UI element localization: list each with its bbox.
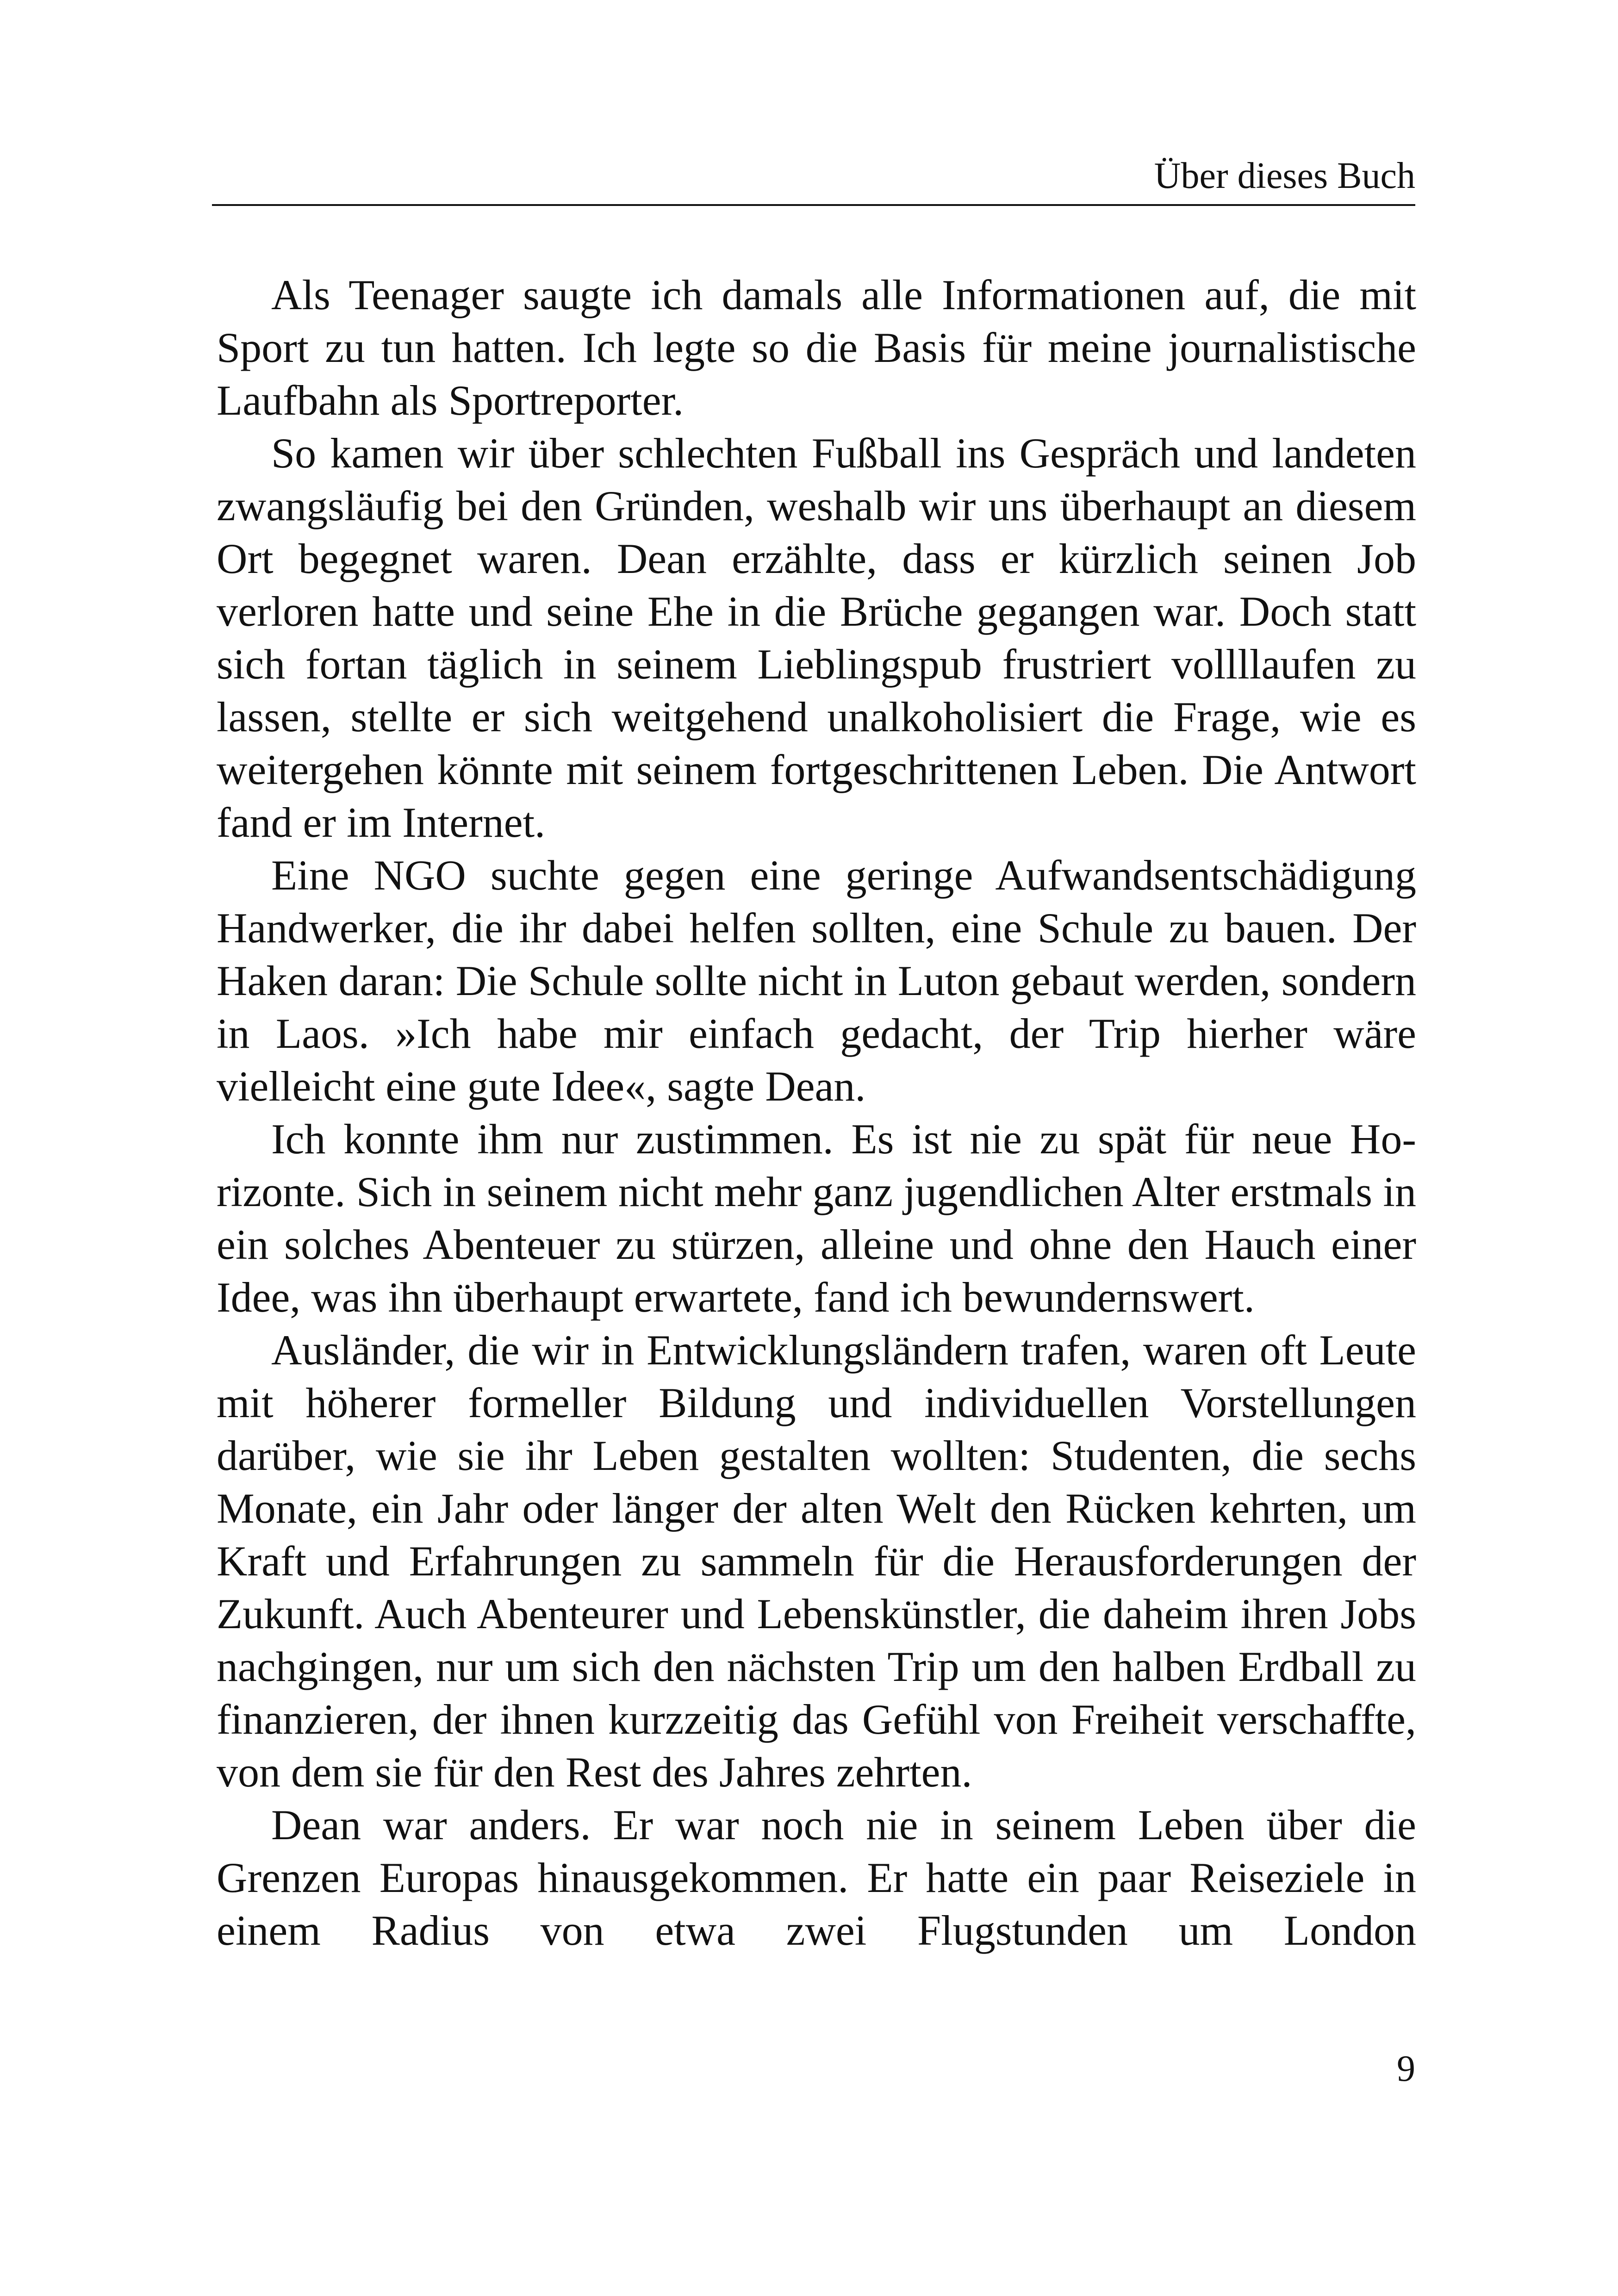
paragraph-1: Als Teenager saugte ich damals alle Informationen auf, die mit Sport zu tun hatten. Ich legte so die Basis für meine journalistische Laufbahn als Sportreporter. <box>217 271 1416 424</box>
paragraph-2: So kamen wir über schlechten Fußball ins Gespräch und landeten zwangsläufig bei den Gründen, weshalb wir uns überhaupt an diesem Ort begegnet waren. Dean erzählte, dass er kürzlich seinen Job verloren hatte und seine Ehe in die Brüche gegangen war. Doch statt sich fortan täglich in seinem Lieblingspub frustriert vollllaufen zu lassen, stellte er sich weitgehend unalkoholisiert die Frage, wie es weitergehen könnte mit seinem fortgeschrittenen Leben. Die Antwort fand er im Internet. <box>217 429 1416 846</box>
page-number: 9 <box>1397 2048 1415 2089</box>
paragraph-4: Ich konnte ihm nur zustimmen. Es ist nie zu spät für neue Horizonte. Sich in seinem nicht mehr ganz jugendlichen Alter erstmals in ein solches Abenteuer zu stürzen, alleine und ohne den Hauch einer Idee, was ihn überhaupt erwartete, fand ich bewundernswert. <box>217 1115 1416 1321</box>
header-rule <box>212 204 1415 206</box>
paragraph-5: Ausländer, die wir in Entwicklungsländern trafen, waren oft Leute mit höherer formeller Bildung und individuellen Vorstellungen darüber, wie sie ihr Leben gestalten wollten: Studenten, die sechs Monate, ein Jahr oder länger der alten Welt den Rücken kehrten, um Kraft und Erfahrungen zu sammeln für die Herausforderungen der Zukunft. Auch Abenteurer und Lebenskünstler, die daheim ihren Jobs nachgingen, nur um sich den nächsten Trip um den halben Erdball zu finanzieren, der ihnen kurzzeitig das Gefühl von Freiheit verschaffte, von dem sie für den Rest des Jahres zehrten. <box>217 1326 1416 1796</box>
paragraph-3: Eine NGO suchte gegen eine geringe Aufwandsentschädigung Handwerker, die ihr dabei helfen sollten, eine Schule zu bauen. Der Haken daran: Die Schule sollte nicht in Luton gebaut werden, sondern in Laos. »Ich habe mir einfach gedacht, der Trip hierher wäre vielleicht eine gute Idee«, sagte Dean. <box>217 852 1416 1110</box>
running-header: Über dieses Buch <box>1154 156 1415 196</box>
body-text <box>217 268 1416 1957</box>
paragraph-6: Dean war anders. Er war noch nie in seinem Leben über die Grenzen Europas hinausgekommen. Er hatte ein paar Reiseziele in einem Radius von etwa zwei Flugstunden um London <box>217 1801 1416 1954</box>
